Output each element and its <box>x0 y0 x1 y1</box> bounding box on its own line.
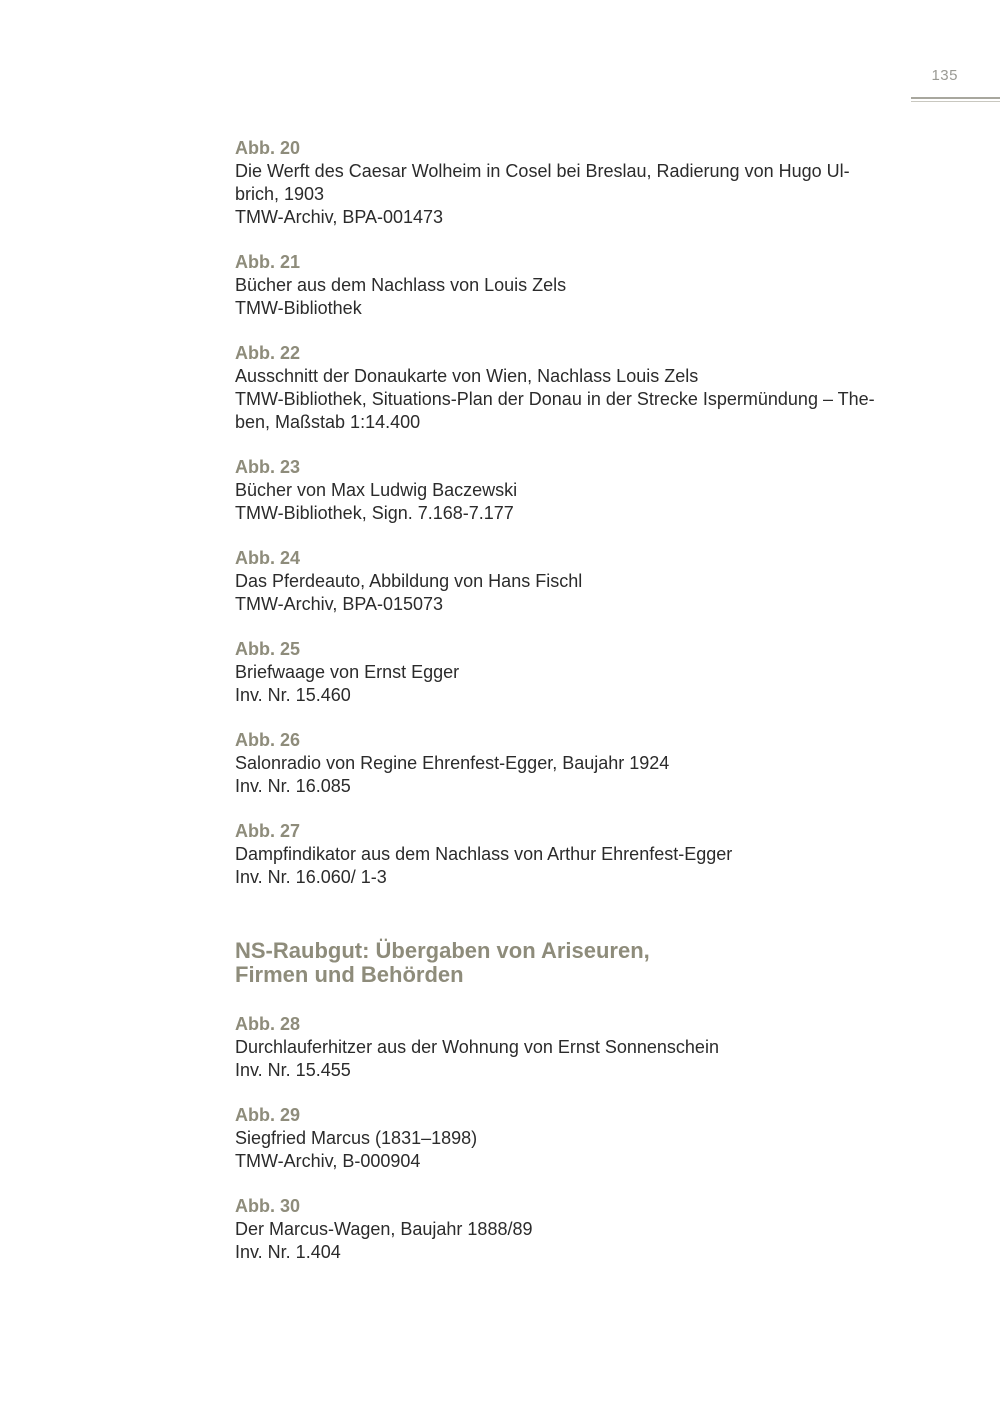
figure-caption-line: Inv. Nr. 16.060/ 1-3 <box>235 867 387 887</box>
figure-caption-line: Inv. Nr. 16.085 <box>235 776 351 796</box>
figure-entry <box>235 137 900 229</box>
figure-caption-line: TMW-Bibliothek, Situations-Plan der Donau in der Strecke Ispermündung – The- <box>235 389 875 409</box>
section-heading-line: NS-Raubgut: Übergaben von Ariseuren, <box>235 938 650 963</box>
figure-caption-line: TMW-Archiv, BPA-001473 <box>235 207 444 227</box>
figure-label: Abb. 20 <box>235 138 301 158</box>
figure-caption-line: TMW-Bibliothek <box>235 298 362 318</box>
figure-caption-line: TMW-Bibliothek, Sign. 7.168-7.177 <box>235 503 514 523</box>
figure-label: Abb. 21 <box>235 252 301 272</box>
figure-label: Abb. 22 <box>235 343 301 363</box>
figure-caption-line: ben, Maßstab 1:14.400 <box>235 412 421 432</box>
figure-list <box>235 137 900 889</box>
figure-entry <box>235 729 900 798</box>
figure-caption-line: Briefwaage von Ernst Egger <box>235 662 460 682</box>
figure-caption-line: Die Werft des Caesar Wolheim in Cosel bei Breslau, Radierung von Hugo Ul- <box>235 161 850 181</box>
page-number: 135 <box>931 67 958 84</box>
figure-label: Abb. 29 <box>235 1105 301 1125</box>
header-rule <box>911 97 1000 99</box>
figure-caption-line: Ausschnitt der Donaukarte von Wien, Nachlass Louis Zels <box>235 366 699 386</box>
header-rule-thin <box>911 101 1000 102</box>
figure-caption-line: Das Pferdeauto, Abbildung von Hans Fischl <box>235 571 583 591</box>
figure-entry <box>235 1195 900 1264</box>
figure-label: Abb. 23 <box>235 457 301 477</box>
figure-entry <box>235 251 900 320</box>
figure-entry <box>235 456 900 525</box>
figure-label: Abb. 25 <box>235 639 301 659</box>
figure-label: Abb. 27 <box>235 821 301 841</box>
figure-caption-line: brich, 1903 <box>235 184 325 204</box>
figure-label: Abb. 26 <box>235 730 301 750</box>
figure-caption-line: TMW-Archiv, B-000904 <box>235 1151 421 1171</box>
figure-caption-line: Bücher von Max Ludwig Baczewski <box>235 480 518 500</box>
figure-entry <box>235 547 900 616</box>
figure-caption-line: Durchlauferhitzer aus der Wohnung von Ernst Sonnenschein <box>235 1037 719 1057</box>
figure-entry <box>235 1013 900 1082</box>
figure-entry <box>235 820 900 889</box>
figure-caption-line: Der Marcus-Wagen, Baujahr 1888/89 <box>235 1219 533 1239</box>
figure-label: Abb. 28 <box>235 1014 301 1034</box>
figure-label: Abb. 24 <box>235 548 301 568</box>
figure-caption-line: Dampfindikator aus dem Nachlass von Arthur Ehrenfest-Egger <box>235 844 733 864</box>
figure-caption-line: Salonradio von Regine Ehrenfest-Egger, Baujahr 1924 <box>235 753 670 773</box>
section-heading-line: Firmen und Behörden <box>235 962 464 987</box>
section-heading <box>235 939 900 987</box>
figure-entry <box>235 342 900 434</box>
figure-credits <box>235 137 900 1286</box>
figure-entry <box>235 638 900 707</box>
figure-entry <box>235 1104 900 1173</box>
figure-caption-line: Inv. Nr. 1.404 <box>235 1242 341 1262</box>
figure-caption-line: Inv. Nr. 15.460 <box>235 685 351 705</box>
figure-caption-line: TMW-Archiv, BPA-015073 <box>235 594 444 614</box>
figure-caption-line: Bücher aus dem Nachlass von Louis Zels <box>235 275 567 295</box>
figure-caption-line: Siegfried Marcus (1831–1898) <box>235 1128 478 1148</box>
figure-label: Abb. 30 <box>235 1196 301 1216</box>
figure-list <box>235 1013 900 1264</box>
figure-caption-line: Inv. Nr. 15.455 <box>235 1060 351 1080</box>
